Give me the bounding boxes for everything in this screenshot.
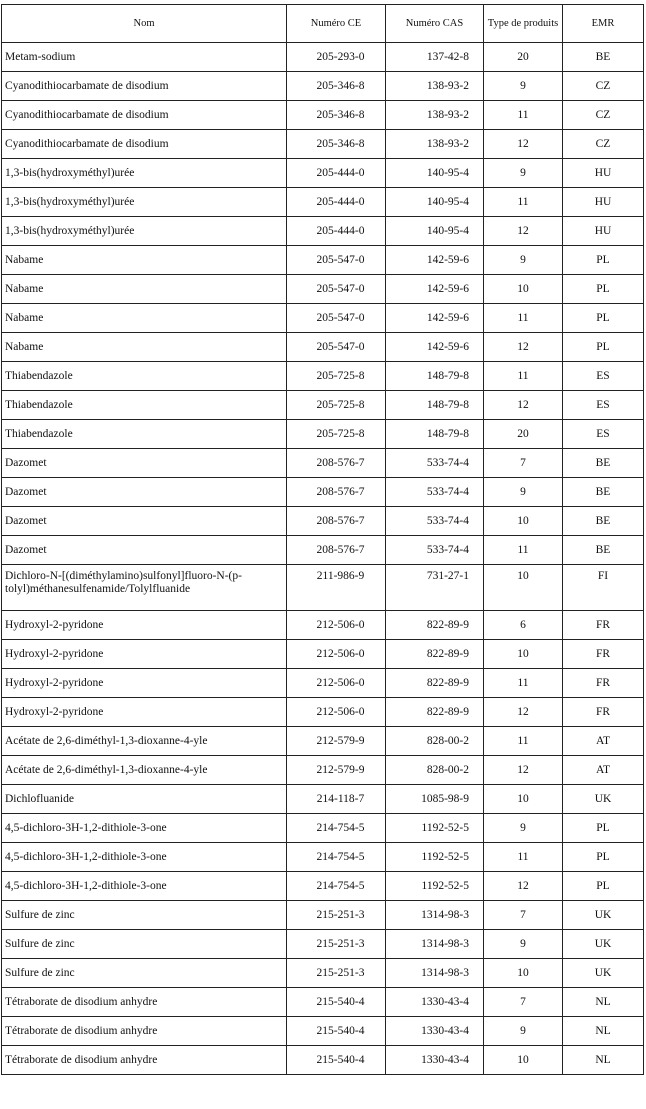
cell-emr: HU: [563, 159, 644, 188]
cell-type-de-produits: 7: [484, 901, 563, 930]
cell-emr: PL: [563, 872, 644, 901]
cell-nom: 1,3-bis(hydroxyméthyl)urée: [2, 159, 287, 188]
cell-type-de-produits: 11: [484, 188, 563, 217]
cell-emr: CZ: [563, 130, 644, 159]
cell-emr: FR: [563, 669, 644, 698]
cell-numero-ce: 205-547-0: [287, 246, 386, 275]
cell-numero-cas: 142-59-6: [386, 246, 484, 275]
table-row: [2, 640, 644, 669]
cell-type-de-produits: 9: [484, 1017, 563, 1046]
table-row: [2, 275, 644, 304]
cell-numero-ce: 214-118-7: [287, 785, 386, 814]
cell-type-de-produits: 9: [484, 246, 563, 275]
cell-numero-cas: 533-74-4: [386, 507, 484, 536]
cell-nom: 4,5-dichloro-3H-1,2-dithiole-3-one: [2, 814, 287, 843]
cell-type-de-produits: 11: [484, 669, 563, 698]
cell-numero-cas: 1330-43-4: [386, 988, 484, 1017]
cell-emr: CZ: [563, 101, 644, 130]
cell-numero-cas: 822-89-9: [386, 669, 484, 698]
table-row: [2, 478, 644, 507]
cell-emr: HU: [563, 217, 644, 246]
cell-numero-ce: 215-251-3: [287, 959, 386, 988]
cell-numero-ce: 215-540-4: [287, 988, 386, 1017]
cell-numero-cas: 1314-98-3: [386, 930, 484, 959]
cell-emr: CZ: [563, 72, 644, 101]
cell-nom: Hydroxyl-2-pyridone: [2, 698, 287, 727]
table-row: [2, 449, 644, 478]
cell-emr: UK: [563, 930, 644, 959]
cell-numero-ce: 212-506-0: [287, 611, 386, 640]
cell-numero-cas: 731-27-1: [386, 565, 484, 611]
cell-nom: Tétraborate de disodium anhydre: [2, 988, 287, 1017]
cell-numero-cas: 138-93-2: [386, 101, 484, 130]
cell-emr: NL: [563, 1017, 644, 1046]
cell-type-de-produits: 11: [484, 843, 563, 872]
cell-numero-cas: 138-93-2: [386, 130, 484, 159]
cell-numero-ce: 208-576-7: [287, 449, 386, 478]
cell-numero-ce: 212-506-0: [287, 640, 386, 669]
table-row: [2, 188, 644, 217]
cell-nom: Thiabendazole: [2, 420, 287, 449]
cell-type-de-produits: 9: [484, 72, 563, 101]
cell-numero-ce: 215-251-3: [287, 901, 386, 930]
table-row: [2, 101, 644, 130]
cell-numero-ce: 205-346-8: [287, 130, 386, 159]
table-row: [2, 391, 644, 420]
table-row: [2, 304, 644, 333]
cell-emr: PL: [563, 246, 644, 275]
cell-nom: Nabame: [2, 275, 287, 304]
cell-numero-ce: 212-506-0: [287, 669, 386, 698]
cell-type-de-produits: 12: [484, 333, 563, 362]
table-row: [2, 669, 644, 698]
cell-numero-ce: 208-576-7: [287, 478, 386, 507]
cell-emr: BE: [563, 507, 644, 536]
cell-emr: ES: [563, 362, 644, 391]
cell-nom: Dichlofluanide: [2, 785, 287, 814]
cell-nom: 1,3-bis(hydroxyméthyl)urée: [2, 217, 287, 246]
cell-type-de-produits: 7: [484, 988, 563, 1017]
cell-emr: ES: [563, 391, 644, 420]
cell-numero-ce: 205-547-0: [287, 304, 386, 333]
cell-numero-cas: 1314-98-3: [386, 901, 484, 930]
cell-nom: Cyanodithiocarbamate de disodium: [2, 72, 287, 101]
cell-nom: Nabame: [2, 246, 287, 275]
cell-emr: AT: [563, 756, 644, 785]
cell-type-de-produits: 10: [484, 565, 563, 611]
table-row: [2, 727, 644, 756]
cell-numero-cas: 822-89-9: [386, 698, 484, 727]
cell-numero-cas: 1330-43-4: [386, 1017, 484, 1046]
cell-emr: PL: [563, 814, 644, 843]
table-row: [2, 43, 644, 72]
cell-numero-ce: 212-579-9: [287, 756, 386, 785]
cell-emr: PL: [563, 275, 644, 304]
cell-type-de-produits: 10: [484, 275, 563, 304]
table-row: [2, 130, 644, 159]
cell-numero-ce: 215-251-3: [287, 930, 386, 959]
cell-numero-cas: 1330-43-4: [386, 1046, 484, 1075]
header-numero-cas: Numéro CAS: [386, 5, 484, 43]
cell-numero-cas: 822-89-9: [386, 640, 484, 669]
cell-nom: 1,3-bis(hydroxyméthyl)urée: [2, 188, 287, 217]
cell-nom: Acétate de 2,6-diméthyl-1,3-dioxanne-4-yle: [2, 727, 287, 756]
table-row: [2, 72, 644, 101]
cell-emr: PL: [563, 843, 644, 872]
table-row: [2, 333, 644, 362]
cell-numero-ce: 205-725-8: [287, 362, 386, 391]
cell-type-de-produits: 10: [484, 640, 563, 669]
cell-type-de-produits: 11: [484, 727, 563, 756]
table-row: [2, 565, 644, 611]
cell-nom: Thiabendazole: [2, 391, 287, 420]
cell-numero-ce: 214-754-5: [287, 872, 386, 901]
cell-numero-cas: 1314-98-3: [386, 959, 484, 988]
cell-numero-cas: 148-79-8: [386, 362, 484, 391]
cell-numero-ce: 208-576-7: [287, 536, 386, 565]
table-row: [2, 420, 644, 449]
cell-type-de-produits: 7: [484, 449, 563, 478]
cell-numero-cas: 138-93-2: [386, 72, 484, 101]
cell-emr: ES: [563, 420, 644, 449]
cell-nom: Dazomet: [2, 449, 287, 478]
cell-emr: BE: [563, 478, 644, 507]
cell-emr: UK: [563, 785, 644, 814]
cell-nom: 4,5-dichloro-3H-1,2-dithiole-3-one: [2, 872, 287, 901]
cell-emr: AT: [563, 727, 644, 756]
cell-numero-cas: 822-89-9: [386, 611, 484, 640]
table-row: [2, 1046, 644, 1075]
header-nom: Nom: [2, 5, 287, 43]
cell-emr: PL: [563, 304, 644, 333]
cell-nom: Sulfure de zinc: [2, 930, 287, 959]
table-row: [2, 159, 644, 188]
cell-numero-ce: 212-579-9: [287, 727, 386, 756]
cell-numero-ce: 214-754-5: [287, 843, 386, 872]
cell-numero-cas: 140-95-4: [386, 217, 484, 246]
cell-emr: NL: [563, 1046, 644, 1075]
cell-type-de-produits: 6: [484, 611, 563, 640]
cell-numero-cas: 142-59-6: [386, 304, 484, 333]
cell-numero-ce: 208-576-7: [287, 507, 386, 536]
cell-nom: Hydroxyl-2-pyridone: [2, 611, 287, 640]
cell-numero-ce: 205-725-8: [287, 391, 386, 420]
table-header-row: [2, 5, 644, 43]
cell-nom: Tétraborate de disodium anhydre: [2, 1046, 287, 1075]
table-row: [2, 785, 644, 814]
cell-type-de-produits: 12: [484, 872, 563, 901]
cell-numero-ce: 205-346-8: [287, 101, 386, 130]
cell-emr: UK: [563, 959, 644, 988]
cell-numero-cas: 1192-52-5: [386, 843, 484, 872]
cell-numero-ce: 205-293-0: [287, 43, 386, 72]
cell-numero-cas: 828-00-2: [386, 756, 484, 785]
cell-emr: NL: [563, 988, 644, 1017]
cell-numero-cas: 1192-52-5: [386, 814, 484, 843]
table-row: [2, 536, 644, 565]
cell-numero-ce: 205-444-0: [287, 188, 386, 217]
cell-numero-ce: 205-444-0: [287, 217, 386, 246]
table-row: [2, 507, 644, 536]
cell-emr: PL: [563, 333, 644, 362]
cell-nom: Dazomet: [2, 507, 287, 536]
cell-type-de-produits: 12: [484, 217, 563, 246]
cell-numero-ce: 215-540-4: [287, 1017, 386, 1046]
table-row: [2, 901, 644, 930]
cell-nom: Acétate de 2,6-diméthyl-1,3-dioxanne-4-yle: [2, 756, 287, 785]
cell-type-de-produits: 12: [484, 698, 563, 727]
cell-type-de-produits: 10: [484, 785, 563, 814]
cell-numero-cas: 828-00-2: [386, 727, 484, 756]
cell-nom: Sulfure de zinc: [2, 901, 287, 930]
header-numero-ce: Numéro CE: [287, 5, 386, 43]
cell-numero-ce: 205-725-8: [287, 420, 386, 449]
table-row: [2, 843, 644, 872]
cell-numero-ce: 215-540-4: [287, 1046, 386, 1075]
cell-nom: Tétraborate de disodium anhydre: [2, 1017, 287, 1046]
cell-type-de-produits: 12: [484, 391, 563, 420]
cell-nom: Nabame: [2, 333, 287, 362]
cell-type-de-produits: 10: [484, 507, 563, 536]
table-row: [2, 988, 644, 1017]
cell-numero-cas: 137-42-8: [386, 43, 484, 72]
header-emr: EMR: [563, 5, 644, 43]
cell-nom: Dichloro-N-[(diméthylamino)sulfonyl]fluoro-N-(p-tolyl)méthanesulfenamide/Tolylfluanide: [2, 565, 287, 611]
table-row: [2, 872, 644, 901]
cell-nom: Hydroxyl-2-pyridone: [2, 669, 287, 698]
cell-numero-ce: 211-986-9: [287, 565, 386, 611]
table-row: [2, 930, 644, 959]
cell-nom: 4,5-dichloro-3H-1,2-dithiole-3-one: [2, 843, 287, 872]
cell-numero-ce: 214-754-5: [287, 814, 386, 843]
cell-emr: UK: [563, 901, 644, 930]
cell-nom: Dazomet: [2, 536, 287, 565]
cell-nom: Thiabendazole: [2, 362, 287, 391]
cell-numero-cas: 1192-52-5: [386, 872, 484, 901]
cell-type-de-produits: 11: [484, 101, 563, 130]
cell-emr: HU: [563, 188, 644, 217]
cell-type-de-produits: 11: [484, 304, 563, 333]
cell-emr: FR: [563, 611, 644, 640]
cell-nom: Cyanodithiocarbamate de disodium: [2, 130, 287, 159]
table-row: [2, 246, 644, 275]
cell-type-de-produits: 10: [484, 959, 563, 988]
cell-numero-ce: 205-346-8: [287, 72, 386, 101]
table-body: [2, 43, 644, 1075]
cell-emr: BE: [563, 449, 644, 478]
table-row: [2, 814, 644, 843]
cell-numero-cas: 533-74-4: [386, 478, 484, 507]
header-type-de-produits: Type de produits: [484, 5, 563, 43]
cell-numero-ce: 212-506-0: [287, 698, 386, 727]
substances-table: [1, 4, 644, 1075]
cell-type-de-produits: 11: [484, 536, 563, 565]
cell-numero-ce: 205-547-0: [287, 275, 386, 304]
cell-numero-cas: 533-74-4: [386, 449, 484, 478]
cell-nom: Cyanodithiocarbamate de disodium: [2, 101, 287, 130]
cell-numero-cas: 148-79-8: [386, 420, 484, 449]
cell-emr: FR: [563, 640, 644, 669]
cell-nom: Dazomet: [2, 478, 287, 507]
table-row: [2, 959, 644, 988]
cell-type-de-produits: 9: [484, 930, 563, 959]
cell-type-de-produits: 9: [484, 159, 563, 188]
cell-nom: Nabame: [2, 304, 287, 333]
cell-emr: BE: [563, 536, 644, 565]
cell-emr: FR: [563, 698, 644, 727]
cell-numero-cas: 1085-98-9: [386, 785, 484, 814]
cell-type-de-produits: 9: [484, 814, 563, 843]
cell-numero-ce: 205-547-0: [287, 333, 386, 362]
cell-numero-cas: 142-59-6: [386, 333, 484, 362]
cell-emr: BE: [563, 43, 644, 72]
cell-type-de-produits: 20: [484, 43, 563, 72]
cell-type-de-produits: 12: [484, 756, 563, 785]
cell-numero-ce: 205-444-0: [287, 159, 386, 188]
cell-emr: FI: [563, 565, 644, 611]
cell-type-de-produits: 11: [484, 362, 563, 391]
cell-type-de-produits: 20: [484, 420, 563, 449]
cell-type-de-produits: 9: [484, 478, 563, 507]
table-row: [2, 756, 644, 785]
table-row: [2, 362, 644, 391]
cell-numero-cas: 142-59-6: [386, 275, 484, 304]
cell-numero-cas: 533-74-4: [386, 536, 484, 565]
cell-nom: Metam-sodium: [2, 43, 287, 72]
table-row: [2, 1017, 644, 1046]
table-row: [2, 698, 644, 727]
cell-nom: Sulfure de zinc: [2, 959, 287, 988]
table-row: [2, 217, 644, 246]
cell-type-de-produits: 12: [484, 130, 563, 159]
cell-numero-cas: 140-95-4: [386, 188, 484, 217]
cell-numero-cas: 148-79-8: [386, 391, 484, 420]
table-row: [2, 611, 644, 640]
cell-nom: Hydroxyl-2-pyridone: [2, 640, 287, 669]
cell-type-de-produits: 10: [484, 1046, 563, 1075]
cell-numero-cas: 140-95-4: [386, 159, 484, 188]
